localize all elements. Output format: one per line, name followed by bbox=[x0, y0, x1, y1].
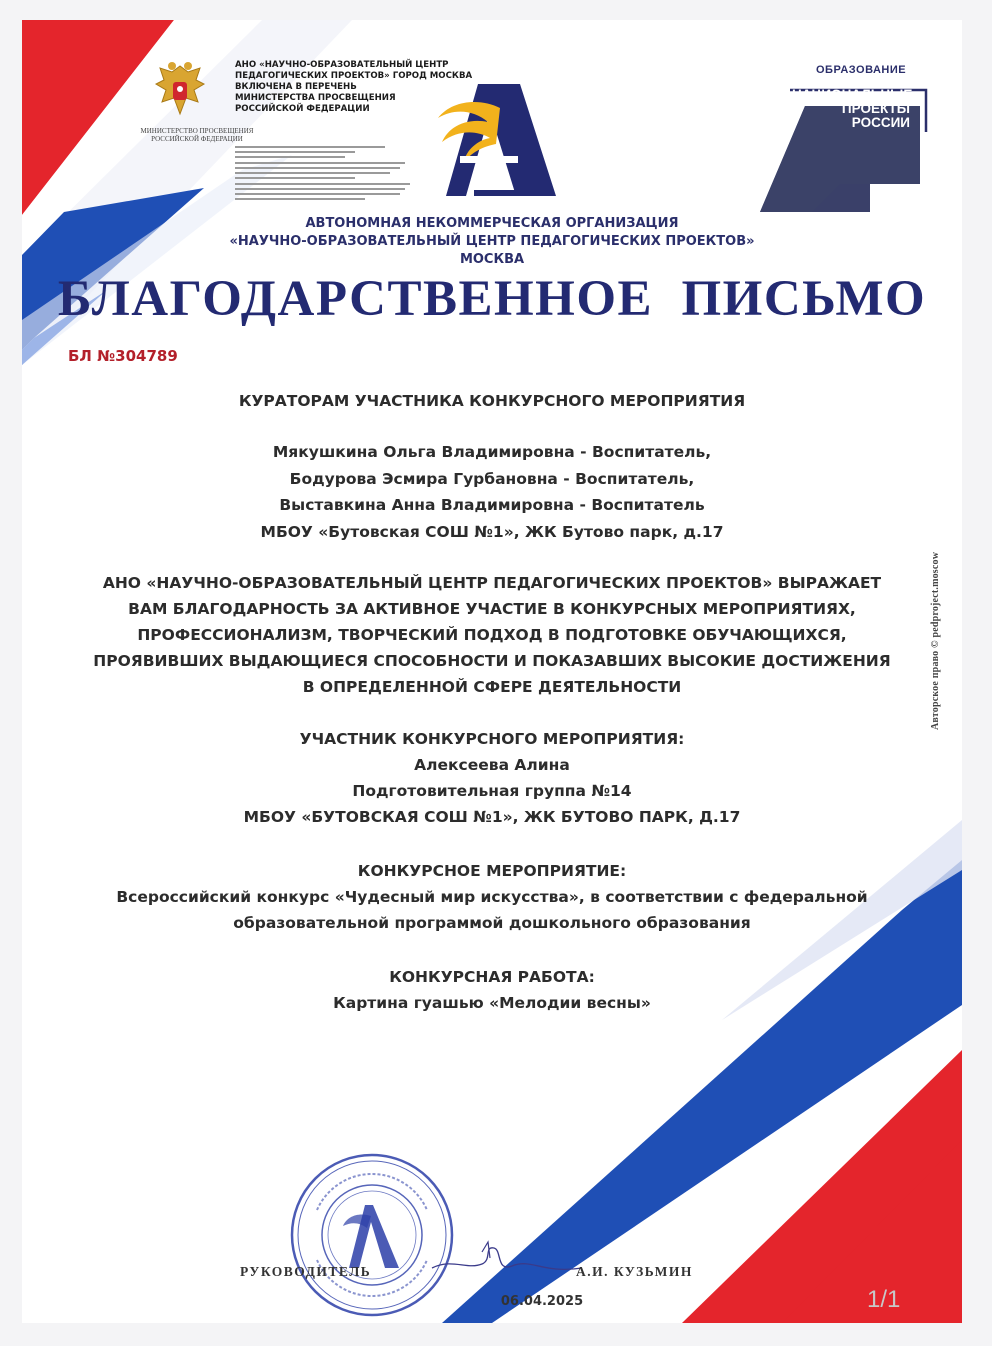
participant-name: Алексеева Алина bbox=[414, 756, 570, 774]
national-projects-text bbox=[792, 87, 913, 130]
header-org-line: РОССИЙСКОЙ ФЕДЕРАЦИИ bbox=[235, 104, 370, 114]
center-logo-a bbox=[430, 78, 560, 200]
participant-school: МБОУ «БУТОВСКАЯ СОШ №1», ЖК БУТОВО ПАРК, Д.17 bbox=[243, 808, 741, 826]
organization-line-2: «НАУЧНО-ОБРАЗОВАТЕЛЬНЫЙ ЦЕНТР ПЕДАГОГИЧЕСКИХ ПРОЕКТОВ» bbox=[229, 234, 755, 249]
contest-section bbox=[22, 858, 962, 936]
national-projects-line: РОССИИ bbox=[851, 115, 910, 130]
organization-line-3: МОСКВА bbox=[459, 252, 525, 267]
gratitude-line: АНО «НАУЧНО-ОБРАЗОВАТЕЛЬНЫЙ ЦЕНТР ПЕДАГОГИЧЕСКИХ ПРОЕКТОВ» ВЫРАЖАЕТ bbox=[102, 574, 882, 592]
contest-heading: КОНКУРСНОЕ МЕРОПРИЯТИЕ: bbox=[357, 862, 627, 880]
gratitude-line: ПРОФЕССИОНАЛИЗМ, ТВОРЧЕСКИЙ ПОДХОД В ПОДГОТОВКЕ ОБУЧАЮЩИХСЯ, bbox=[137, 626, 847, 644]
header-org-line: МИНИСТЕРСТВА ПРОСВЕЩЕНИЯ bbox=[235, 93, 396, 103]
contest-description-line: Всероссийский конкурс «Чудесный мир искусства», в соответствии с федеральной bbox=[116, 888, 868, 906]
handwritten-signature bbox=[422, 1228, 592, 1288]
certificate-page bbox=[22, 20, 962, 1323]
national-projects-top-label: ОБРАЗОВАНИЕ bbox=[816, 64, 907, 76]
signature-date: 06.04.2025 bbox=[500, 1294, 584, 1309]
signer-title: РУКОВОДИТЕЛЬ bbox=[240, 1264, 372, 1279]
participant-section bbox=[22, 726, 962, 830]
copyright-notice: Авторское право © pedproject.moscow bbox=[930, 551, 941, 730]
work-title: Картина гуашью «Мелодии весны» bbox=[333, 994, 651, 1012]
contest-description-line: образовательной программой дошкольного образования bbox=[233, 914, 751, 932]
participant-group: Подготовительная группа №14 bbox=[352, 782, 632, 800]
curators-list bbox=[22, 439, 962, 545]
double-headed-eagle-emblem bbox=[152, 58, 208, 122]
gratitude-line: В ОПРЕДЕЛЕННОЙ СФЕРЕ ДЕЯТЕЛЬНОСТИ bbox=[302, 678, 682, 696]
header-org-line: ПЕДАГОГИЧЕСКИХ ПРОЕКТОВ» ГОРОД МОСКВА bbox=[235, 71, 473, 81]
document-title: БЛАГОДАРСТВЕННОЕ ПИСЬМО bbox=[57, 271, 927, 327]
gratitude-line: ПРОЯВИВШИХ ВЫДАЮЩИЕСЯ СПОСОБНОСТИ И ПОКАЗАВШИХ ВЫСОКИЕ ДОСТИЖЕНИЯ bbox=[93, 652, 891, 670]
curator-school-line: МБОУ «Бутовская СОШ №1», ЖК Бутово парк, д.17 bbox=[260, 522, 724, 541]
organization-line-1: АВТОНОМНАЯ НЕКОММЕРЧЕСКАЯ ОРГАНИЗАЦИЯ bbox=[305, 216, 679, 231]
header-org-line: ВКЛЮЧЕНА В ПЕРЕЧЕНЬ bbox=[235, 82, 357, 92]
curators-heading: КУРАТОРАМ УЧАСТНИКА КОНКУРСНОГО МЕРОПРИЯТИЯ bbox=[238, 392, 746, 410]
participant-heading: УЧАСТНИК КОНКУРСНОГО МЕРОПРИЯТИЯ: bbox=[299, 730, 685, 748]
header-fine-print bbox=[235, 144, 435, 204]
gratitude-line: ВАМ БЛАГОДАРНОСТЬ ЗА АКТИВНОЕ УЧАСТИЕ В КОНКУРСНЫХ МЕРОПРИЯТИЯХ, bbox=[128, 600, 856, 618]
ministry-caption-line: МИНИСТЕРСТВО ПРОСВЕЩЕНИЯ bbox=[140, 127, 254, 135]
work-heading: КОНКУРСНАЯ РАБОТА: bbox=[389, 968, 595, 986]
curator-line: Выставкина Анна Владимировна - Воспитатель bbox=[279, 496, 705, 514]
national-projects-line: ПРОЕКТЫ bbox=[841, 101, 910, 116]
work-section bbox=[22, 964, 962, 1016]
ministry-caption bbox=[122, 127, 272, 143]
document-number: БЛ №304789 bbox=[68, 347, 178, 365]
national-projects-line: НАЦИОНАЛЬНЫЕ bbox=[792, 87, 913, 102]
page-indicator: 1/1 bbox=[867, 1286, 901, 1313]
ministry-caption-line: РОССИЙСКОЙ ФЕДЕРАЦИИ bbox=[151, 135, 243, 143]
curator-line: Мякушкина Ольга Владимировна - Воспитатель, bbox=[272, 443, 712, 461]
gratitude-paragraph bbox=[22, 570, 962, 700]
signer-name: А.И. КУЗЬМИН bbox=[576, 1264, 693, 1279]
curator-line: Бодурова Эсмира Гурбановна - Воспитатель, bbox=[289, 469, 695, 488]
header-org-line: АНО «НАУЧНО-ОБРАЗОВАТЕЛЬНЫЙ ЦЕНТР bbox=[235, 60, 449, 70]
